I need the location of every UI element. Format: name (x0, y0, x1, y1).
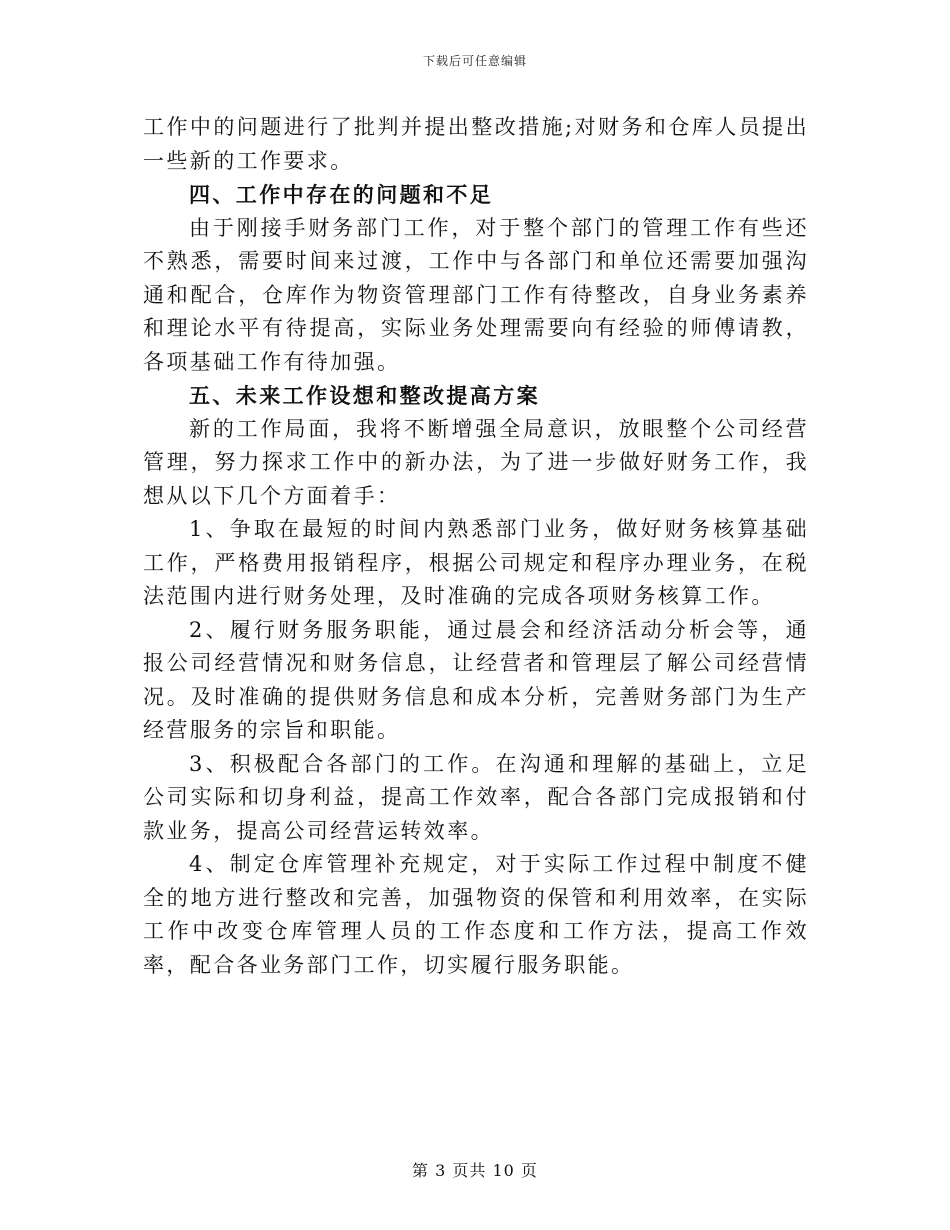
paragraph-problems: 由于刚接手财务部门工作，对于整个部门的管理工作有些还不熟悉，需要时间来过渡，工作中与各部门和单位还需要加强沟通和配合，仓库作为物资管理部门工作有待整改，自身业务素养和理论水平有待提高，实际业务处理需要向有经验的师傅请教，各项基础工作有待加强。 (143, 215, 809, 374)
section-heading-5: 五、未来工作设想和整改提高方案 (189, 383, 540, 408)
list-item-4: 4、制定仓库管理补充规定，对于实际工作过程中制度不健全的地方进行整改和完善，加强物资的保管和利用效率，在实际工作中改变仓库管理人员的工作态度和工作方法，提高工作效率，配合各业务部门工作，切实履行服务职能。 (143, 852, 809, 977)
section-heading-4: 四、工作中存在的问题和不足 (189, 182, 494, 207)
list-item-2: 2、履行财务服务职能，通过晨会和经济活动分析会等，通报公司经营情况和财务信息，让经营者和管理层了解公司经营情况。及时准确的提供财务信息和成本分析，完善财务部门为生产经营服务的宗旨和职能。 (143, 617, 809, 742)
page-header: 下载后可任意编辑 (422, 54, 527, 68)
paragraph-plan-intro: 新的工作局面，我将不断增强全局意识，放眼整个公司经营管理，努力探求工作中的新办法，为了进一步做好财务工作，我想从以下几个方面着手： (143, 416, 809, 508)
document-body (143, 111, 809, 982)
page-number: 第 3 页共 10 页 (412, 1161, 538, 1180)
list-item-3: 3、积极配合各部门的工作。在沟通和理解的基础上，立足公司实际和切身利益，提高工作效率，配合各部门完成报销和付款业务，提高公司经营运转效率。 (143, 751, 809, 843)
list-item-1: 1、争取在最短的时间内熟悉部门业务，做好财务核算基础工作，严格费用报销程序，根据公司规定和程序办理业务，在税法范围内进行财务处理，及时准确的完成各项财务核算工作。 (143, 517, 809, 608)
paragraph-continuation: 工作中的问题进行了批判并提出整改措施;对财务和仓库人员提出一些新的工作要求。 (143, 115, 809, 173)
